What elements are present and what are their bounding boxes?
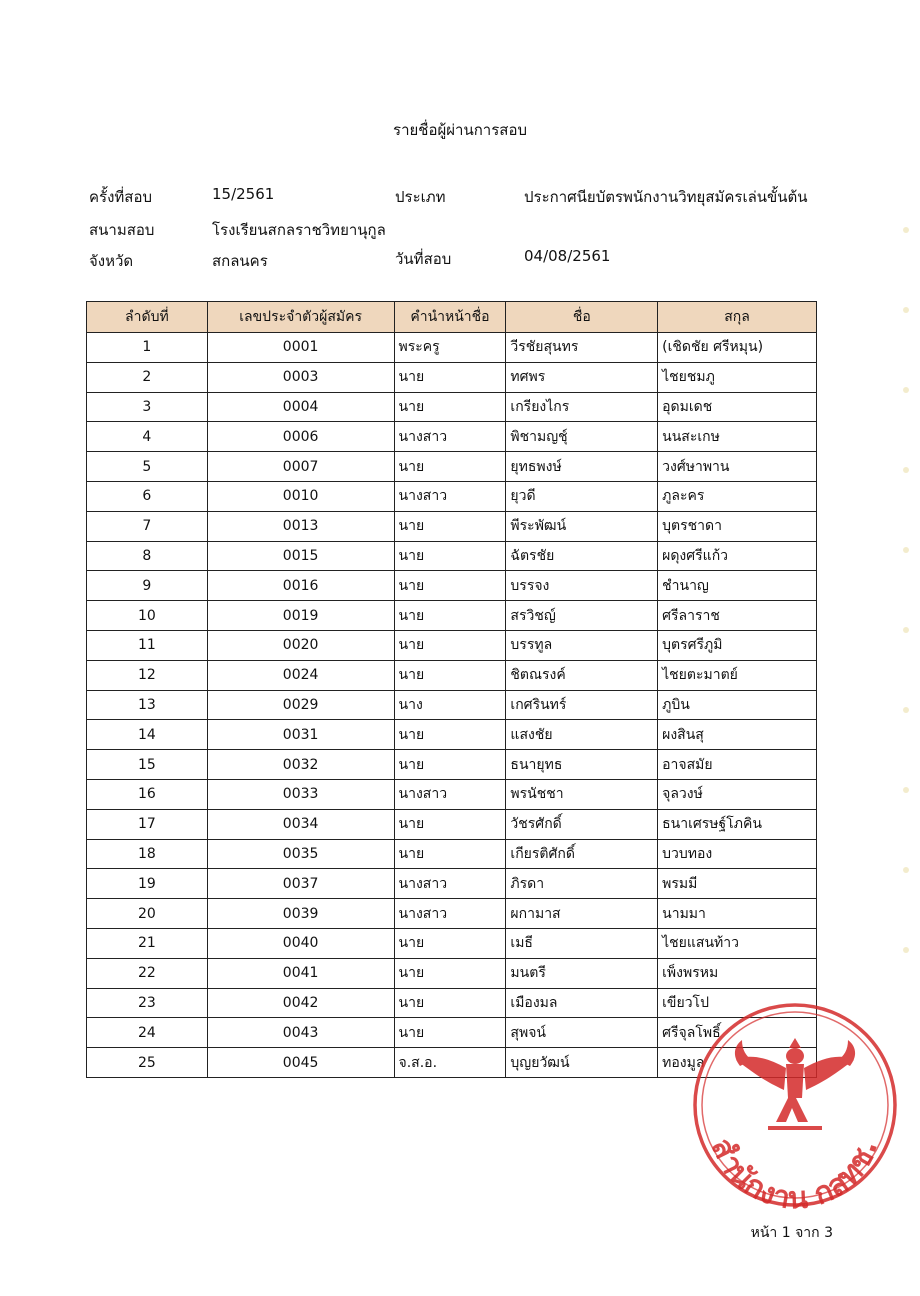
cell-prefix: นางสาว xyxy=(394,481,506,511)
cell-prefix: นาย xyxy=(394,452,506,482)
cell-applicant-id: 0043 xyxy=(207,1018,394,1048)
cell-first-name: บรรทูล xyxy=(506,630,658,660)
cell-surname: ชำนาญ xyxy=(658,571,817,601)
table-row xyxy=(87,511,817,541)
cell-first-name: ฉัตรชัย xyxy=(506,541,658,571)
cell-surname: ไชยแสนท้าว xyxy=(658,928,817,958)
cell-first-name: ยุวดี xyxy=(506,481,658,511)
table-row xyxy=(87,928,817,958)
cell-prefix: นาย xyxy=(394,958,506,988)
cell-prefix: นาย xyxy=(394,928,506,958)
cell-applicant-id: 0003 xyxy=(207,362,394,392)
province-value: สกลนคร xyxy=(212,252,268,270)
cell-order: 13 xyxy=(87,690,208,720)
table-row xyxy=(87,392,817,422)
table-row xyxy=(87,899,817,929)
cell-first-name: พิชามญชุ์ xyxy=(506,422,658,452)
cell-applicant-id: 0013 xyxy=(207,511,394,541)
table-row xyxy=(87,809,817,839)
table-row xyxy=(87,839,817,869)
type-label: ประเภท xyxy=(395,188,446,206)
cell-surname: (เชิดชัย ศรีหมุน) xyxy=(658,333,817,363)
cell-surname: อุดมเดช xyxy=(658,392,817,422)
cell-order: 25 xyxy=(87,1048,208,1078)
venue-value: โรงเรียนสกลราชวิทยานุกูล xyxy=(212,221,386,239)
table-row xyxy=(87,779,817,809)
cell-applicant-id: 0040 xyxy=(207,928,394,958)
table-row xyxy=(87,630,817,660)
round-value: 15/2561 xyxy=(212,185,275,203)
cell-surname: จุลวงษ์ xyxy=(658,779,817,809)
cell-surname: นามมา xyxy=(658,899,817,929)
cell-surname: บวบทอง xyxy=(658,839,817,869)
cell-prefix: นาย xyxy=(394,809,506,839)
table-row xyxy=(87,660,817,690)
cell-first-name: วีรชัยสุนทร xyxy=(506,333,658,363)
cell-first-name: ชิตณรงค์ xyxy=(506,660,658,690)
cell-first-name: พีระพัฒน์ xyxy=(506,511,658,541)
cell-first-name: ยุทธพงษ์ xyxy=(506,452,658,482)
header-first-name: ชื่อ xyxy=(506,302,658,333)
cell-surname: พรมมี xyxy=(658,869,817,899)
cell-applicant-id: 0031 xyxy=(207,720,394,750)
results-table xyxy=(86,301,817,1078)
cell-order: 18 xyxy=(87,839,208,869)
cell-surname: นนสะเกษ xyxy=(658,422,817,452)
cell-surname: อาจสมัย xyxy=(658,750,817,780)
cell-applicant-id: 0041 xyxy=(207,958,394,988)
cell-surname: ศรีจุลโพธิ์ xyxy=(658,1018,817,1048)
cell-order: 16 xyxy=(87,779,208,809)
cell-surname: ไชยตะมาตย์ xyxy=(658,660,817,690)
cell-order: 11 xyxy=(87,630,208,660)
table-row xyxy=(87,571,817,601)
edge-watermark xyxy=(884,200,914,1000)
province-label: จังหวัด xyxy=(89,252,134,270)
table-row xyxy=(87,333,817,363)
cell-first-name: พรนัชชา xyxy=(506,779,658,809)
cell-prefix: นาย xyxy=(394,660,506,690)
cell-prefix: นาย xyxy=(394,750,506,780)
cell-first-name: ทศพร xyxy=(506,362,658,392)
cell-applicant-id: 0034 xyxy=(207,809,394,839)
table-header-row xyxy=(87,302,817,333)
cell-first-name: บุญยวัฒน์ xyxy=(506,1048,658,1078)
cell-prefix: นางสาว xyxy=(394,779,506,809)
cell-applicant-id: 0007 xyxy=(207,452,394,482)
cell-first-name: เกียรติศักดิ์ xyxy=(506,839,658,869)
cell-surname: เขียวโป xyxy=(658,988,817,1018)
cell-first-name: บรรจง xyxy=(506,571,658,601)
cell-order: 12 xyxy=(87,660,208,690)
cell-surname: เพ็งพรหม xyxy=(658,958,817,988)
cell-prefix: นางสาว xyxy=(394,899,506,929)
cell-surname: ศรีลาราช xyxy=(658,601,817,631)
cell-order: 17 xyxy=(87,809,208,839)
cell-surname: บุตรชาดา xyxy=(658,511,817,541)
table-row xyxy=(87,362,817,392)
cell-prefix: นาย xyxy=(394,988,506,1018)
cell-surname: ภูบิน xyxy=(658,690,817,720)
cell-first-name: เมธี xyxy=(506,928,658,958)
cell-applicant-id: 0020 xyxy=(207,630,394,660)
cell-prefix: จ.ส.อ. xyxy=(394,1048,506,1078)
cell-surname: บุตรศรีภูมิ xyxy=(658,630,817,660)
table-row xyxy=(87,452,817,482)
cell-surname: ทองมูล xyxy=(658,1048,817,1078)
cell-applicant-id: 0045 xyxy=(207,1048,394,1078)
document-title: รายชื่อผู้ผ่านการสอบ xyxy=(393,121,527,139)
header-prefix: คำนำหน้าชื่อ xyxy=(394,302,506,333)
cell-order: 5 xyxy=(87,452,208,482)
cell-surname: ผงสินสุ xyxy=(658,720,817,750)
date-value: 04/08/2561 xyxy=(524,247,611,265)
cell-order: 8 xyxy=(87,541,208,571)
cell-order: 7 xyxy=(87,511,208,541)
garuda-emblem-icon xyxy=(735,1038,855,1130)
cell-surname: ภูละคร xyxy=(658,481,817,511)
table-row xyxy=(87,422,817,452)
table-row xyxy=(87,601,817,631)
cell-applicant-id: 0035 xyxy=(207,839,394,869)
page-number: หน้า 1 จาก 3 xyxy=(750,1225,833,1241)
cell-first-name: ธนายุทธ xyxy=(506,750,658,780)
cell-prefix: นางสาว xyxy=(394,422,506,452)
cell-order: 20 xyxy=(87,899,208,929)
cell-prefix: นาย xyxy=(394,1018,506,1048)
cell-applicant-id: 0010 xyxy=(207,481,394,511)
cell-surname: ผดุงศรีแก้ว xyxy=(658,541,817,571)
cell-applicant-id: 0004 xyxy=(207,392,394,422)
cell-order: 24 xyxy=(87,1018,208,1048)
table-row xyxy=(87,481,817,511)
cell-applicant-id: 0033 xyxy=(207,779,394,809)
cell-prefix: นาย xyxy=(394,630,506,660)
cell-applicant-id: 0032 xyxy=(207,750,394,780)
cell-first-name: เมืองมล xyxy=(506,988,658,1018)
table-row xyxy=(87,958,817,988)
cell-order: 22 xyxy=(87,958,208,988)
office-seal-stamp xyxy=(688,998,902,1212)
cell-applicant-id: 0042 xyxy=(207,988,394,1018)
venue-label: สนามสอบ xyxy=(89,221,155,239)
cell-order: 4 xyxy=(87,422,208,452)
cell-prefix: นาย xyxy=(394,511,506,541)
date-label: วันที่สอบ xyxy=(395,250,452,268)
cell-first-name: สรวิชญ์ xyxy=(506,601,658,631)
cell-order: 1 xyxy=(87,333,208,363)
cell-applicant-id: 0016 xyxy=(207,571,394,601)
header-surname: สกุล xyxy=(658,302,817,333)
cell-applicant-id: 0039 xyxy=(207,899,394,929)
cell-prefix: นาย xyxy=(394,392,506,422)
cell-order: 6 xyxy=(87,481,208,511)
seal-text: สำนักงาน กสทช. xyxy=(703,1132,886,1212)
table-body xyxy=(87,333,817,1078)
cell-applicant-id: 0001 xyxy=(207,333,394,363)
cell-prefix: พระครู xyxy=(394,333,506,363)
round-label: ครั้งที่สอบ xyxy=(89,188,152,206)
table-row xyxy=(87,750,817,780)
cell-first-name: มนตรี xyxy=(506,958,658,988)
cell-prefix: นางสาว xyxy=(394,869,506,899)
cell-first-name: วัชรศักดิ์ xyxy=(506,809,658,839)
cell-applicant-id: 0006 xyxy=(207,422,394,452)
cell-prefix: นาย xyxy=(394,720,506,750)
cell-order: 3 xyxy=(87,392,208,422)
cell-order: 15 xyxy=(87,750,208,780)
cell-prefix: นาย xyxy=(394,541,506,571)
cell-first-name: เกรียงไกร xyxy=(506,392,658,422)
header-order: ลำดับที่ xyxy=(87,302,208,333)
table-row xyxy=(87,869,817,899)
cell-applicant-id: 0019 xyxy=(207,601,394,631)
cell-surname: ไชยชมภู xyxy=(658,362,817,392)
cell-applicant-id: 0029 xyxy=(207,690,394,720)
cell-applicant-id: 0037 xyxy=(207,869,394,899)
cell-order: 2 xyxy=(87,362,208,392)
table-row xyxy=(87,690,817,720)
cell-surname: ธนาเศรษฐ์โภคิน xyxy=(658,809,817,839)
table-row xyxy=(87,541,817,571)
cell-order: 23 xyxy=(87,988,208,1018)
cell-first-name: ภิรดา xyxy=(506,869,658,899)
cell-applicant-id: 0015 xyxy=(207,541,394,571)
cell-prefix: นาย xyxy=(394,571,506,601)
header-applicant-id: เลขประจำตัวผู้สมัคร xyxy=(207,302,394,333)
cell-surname: วงศ์ษาพาน xyxy=(658,452,817,482)
cell-prefix: นาย xyxy=(394,362,506,392)
cell-first-name: ผกามาส xyxy=(506,899,658,929)
cell-applicant-id: 0024 xyxy=(207,660,394,690)
cell-prefix: นาย xyxy=(394,601,506,631)
cell-order: 21 xyxy=(87,928,208,958)
cell-order: 14 xyxy=(87,720,208,750)
table-row xyxy=(87,720,817,750)
cell-order: 19 xyxy=(87,869,208,899)
cell-prefix: นาง xyxy=(394,690,506,720)
cell-first-name: แสงชัย xyxy=(506,720,658,750)
cell-first-name: สุพจน์ xyxy=(506,1018,658,1048)
type-value: ประกาศนียบัตรพนักงานวิทยุสมัครเล่นขั้นต้น xyxy=(524,188,808,206)
cell-order: 10 xyxy=(87,601,208,631)
cell-prefix: นาย xyxy=(394,839,506,869)
cell-first-name: เกศรินทร์ xyxy=(506,690,658,720)
cell-order: 9 xyxy=(87,571,208,601)
